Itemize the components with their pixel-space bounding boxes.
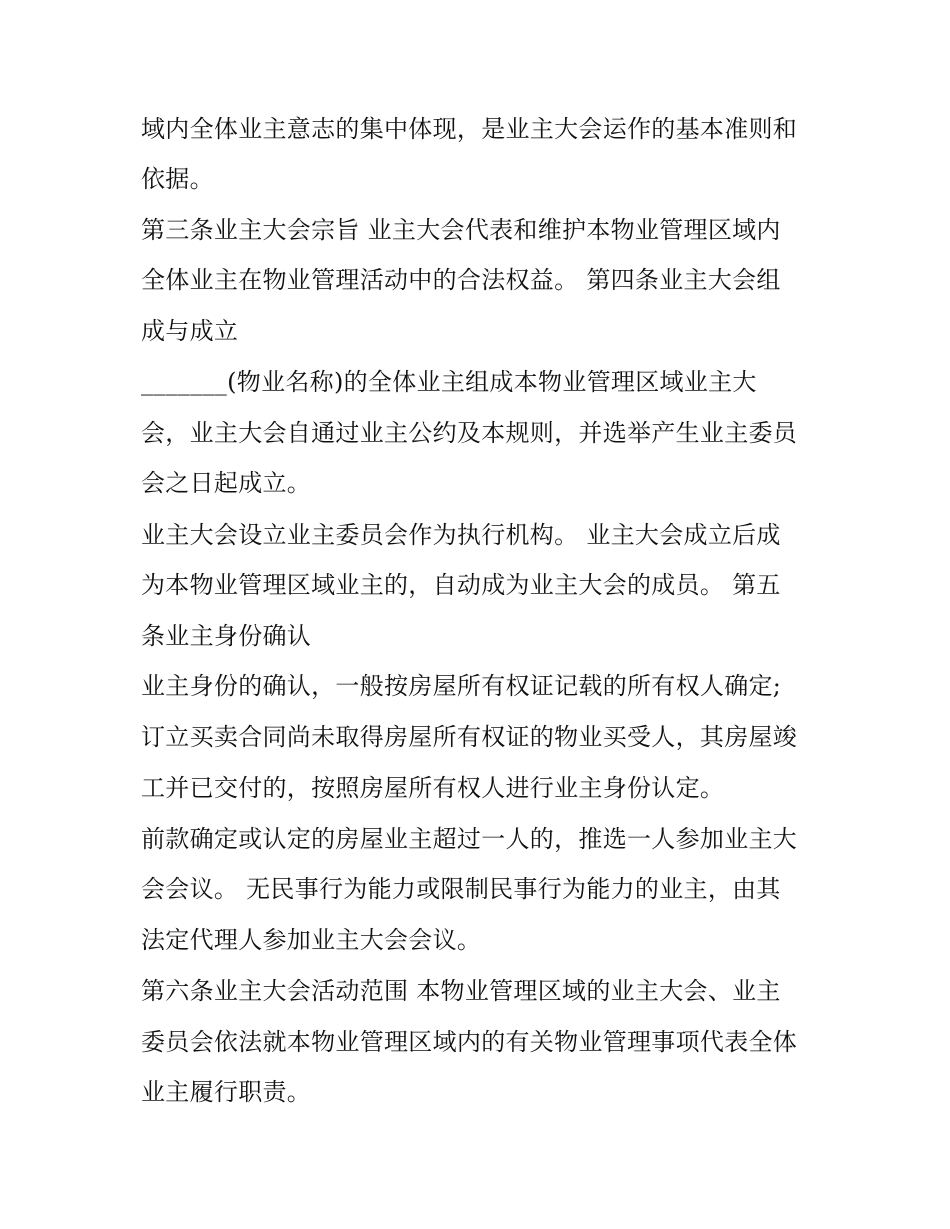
text-line: 业主大会设立业主委员会作为执行机构。 业主大会成立后成: [141, 521, 781, 549]
text-line: 法定代理人参加业主大会会议。: [141, 926, 482, 954]
text-line: 会之日起成立。: [141, 469, 312, 497]
text-line: 业主履行职责。: [141, 1078, 312, 1106]
text-line: 委员会依法就本物业管理区域内的有关物业管理事项代表全体: [141, 1028, 798, 1056]
text-line: 前款确定或认定的房屋业主超过一人的，推选一人参加业主大: [141, 825, 798, 853]
text-line: 域内全体业主意志的集中体现，是业主大会运作的基本准则和: [141, 115, 798, 143]
text-line: 为本物业管理区域业主的，自动成为业主大会的成员。 第五: [141, 571, 781, 599]
text-line: 业主身份的确认，一般按房屋所有权证记载的所有权人确定;: [141, 672, 782, 700]
text-line: 工并已交付的，按照房屋所有权人进行业主身份认定。: [141, 774, 725, 802]
text-line: 会会议。 无民事行为能力或限制民事行为能力的业主，由其: [141, 875, 781, 903]
text-line: 订立买卖合同尚未取得房屋所有权证的物业买受人，其房屋竣: [141, 723, 798, 751]
text-line: 第六条业主大会活动范围 本物业管理区域的业主大会、业主: [141, 977, 781, 1005]
text-line: _______(物业名称)的全体业主组成本物业管理区域业主大: [141, 368, 757, 396]
text-line: 成与成立: [141, 317, 239, 345]
text-line: 依据。: [141, 165, 214, 193]
text-line: 全体业主在物业管理活动中的合法权益。 第四条业主大会组: [141, 266, 781, 294]
text-line: 会，业主大会自通过业主公约及本规则，并选举产生业主委员: [141, 419, 798, 447]
text-line: 条业主身份确认: [141, 622, 312, 650]
text-line: 第三条业主大会宗旨 业主大会代表和维护本物业管理区域内: [141, 216, 781, 244]
